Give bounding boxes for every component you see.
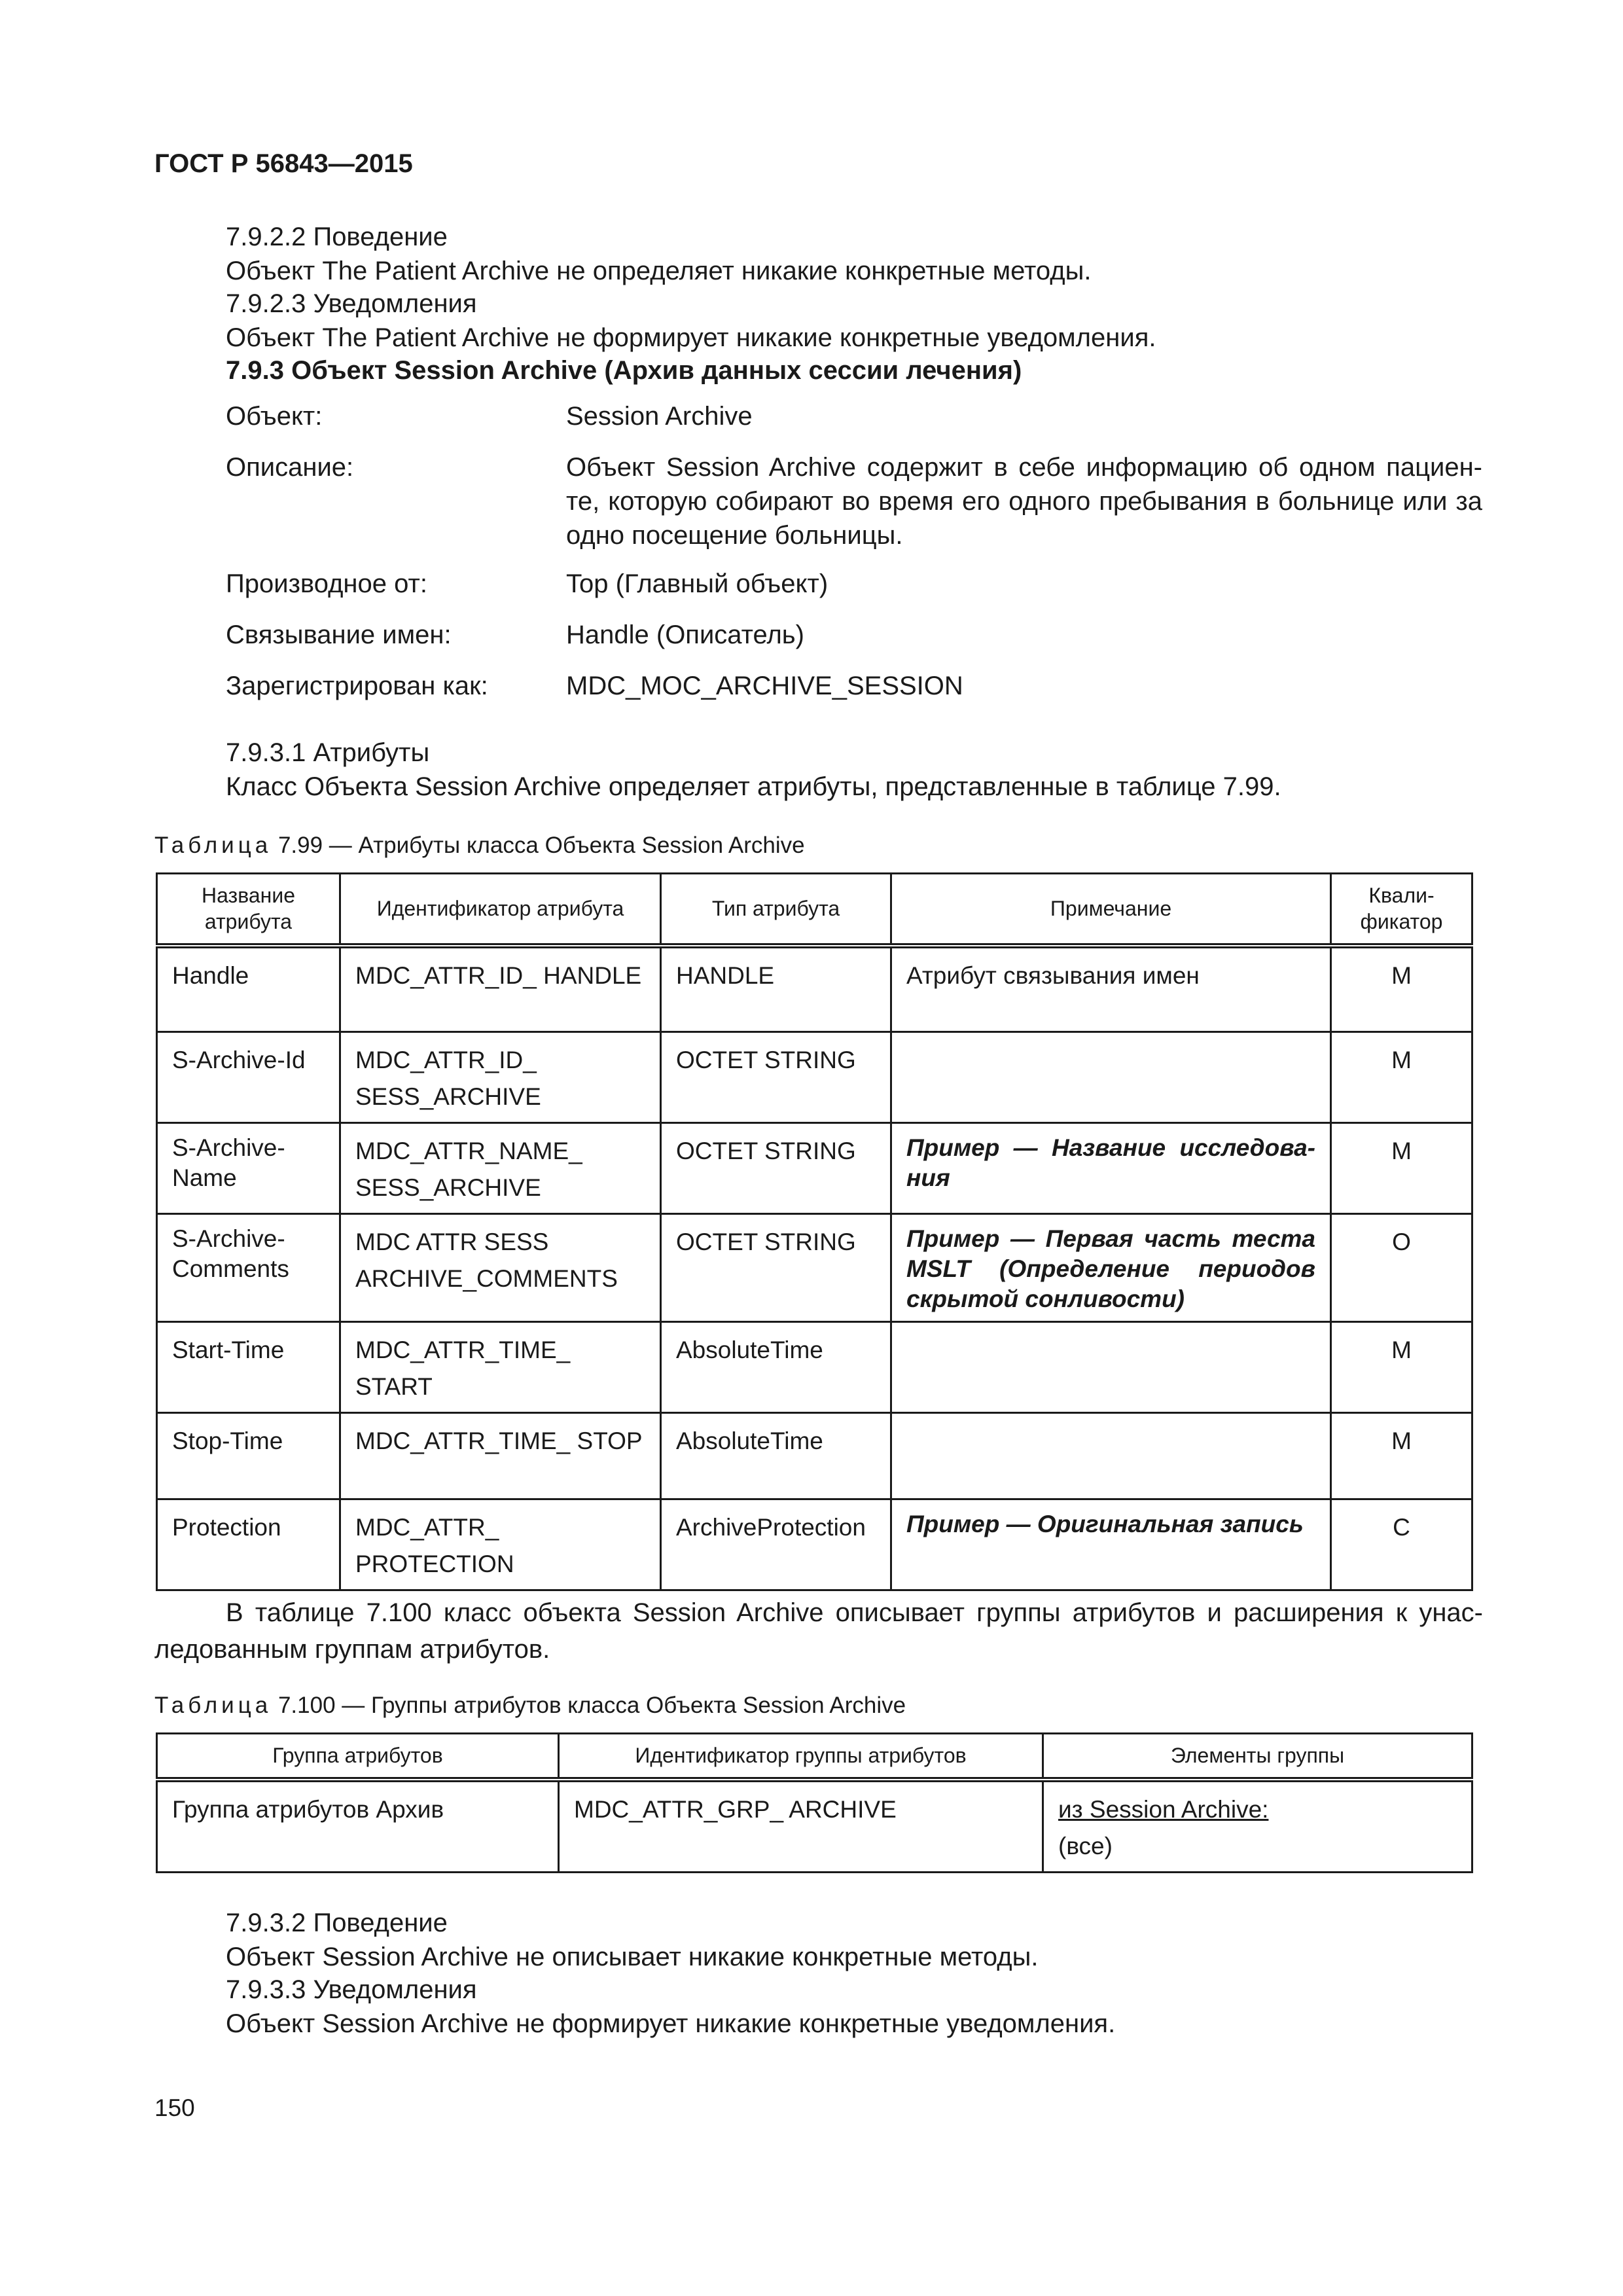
cell-attr-id: MDC_ATTR_TIME_ START	[340, 1322, 661, 1413]
cell-attr-type: OCTET STRING	[661, 1032, 891, 1123]
table-row	[157, 946, 1472, 1032]
cell-attr-type: AbsoluteTime	[661, 1322, 891, 1413]
cell-qualifier: C	[1331, 1499, 1472, 1590]
cell-note	[891, 1032, 1331, 1123]
cell-group: Группа атрибутов Архив	[157, 1780, 559, 1873]
prop-label-object: Объект:	[226, 402, 323, 431]
cell-attr-id: MDC_ATTR_ PROTECTION	[340, 1499, 661, 1590]
text-7931: Класс Объекта Session Archive определяет атрибуты, представленные в таблице 7.99.	[226, 772, 1281, 801]
table-header-row	[157, 874, 1472, 946]
elements-source-link: из Session Archive:	[1058, 1795, 1269, 1823]
text-7933: Объект Session Archive не формирует никакие конкретные уведомления.	[226, 2009, 1116, 2038]
text-7932: Объект Session Archive не описывает никакие конкретные методы.	[226, 1943, 1039, 1971]
prop-label-derived: Производное от:	[226, 569, 427, 598]
cell-qualifier: M	[1331, 1413, 1472, 1499]
prop-label-description: Описание:	[226, 453, 354, 482]
table-row	[157, 1780, 1472, 1873]
cell-note: Пример — Первая часть теста MSLT (Определение периодов скрытой сонливости)	[891, 1214, 1331, 1322]
cell-attr-type: OCTET STRING	[661, 1214, 891, 1322]
cell-attr-id: MDC_ATTR_ID_ SESS_ARCHIVE	[340, 1032, 661, 1123]
heading-7923: 7.9.2.3 Уведомления	[226, 289, 477, 318]
cell-attr-name: S-Archive-Id	[157, 1032, 340, 1123]
table-row	[157, 1032, 1472, 1123]
cell-attr-type: OCTET STRING	[661, 1123, 891, 1214]
column-header: Идентификатор группы атрибутов	[559, 1734, 1043, 1780]
caption-prefix: Таблица	[154, 833, 272, 858]
column-header: Квали-фикатор	[1331, 874, 1472, 946]
caption-table-7100	[154, 1693, 906, 1719]
column-header: Название атрибута	[157, 874, 340, 946]
heading-7922: 7.9.2.2 Поведение	[226, 223, 448, 251]
column-header: Идентификатор атрибута	[340, 874, 661, 946]
cell-qualifier: M	[1331, 1123, 1472, 1214]
table-row	[157, 1123, 1472, 1214]
prop-value-object: Session Archive	[566, 402, 753, 431]
prop-value-derived: Top (Главный объект)	[566, 569, 829, 598]
cell-group-elements	[1043, 1780, 1472, 1873]
cell-attr-name: Start-Time	[157, 1322, 340, 1413]
prop-label-naming: Связывание имен:	[226, 620, 452, 649]
cell-attr-type: HANDLE	[661, 946, 891, 1032]
cell-note: Атрибут связывания имен	[891, 946, 1331, 1032]
column-header: Элементы группы	[1043, 1734, 1472, 1780]
cell-attr-id: MDC_ATTR_TIME_ STOP	[340, 1413, 661, 1499]
prop-value-description: Объект Session Archive содержит в себе информацию об одном пациен-те, которую собирают во время его одного пребывания в больнице или за одно посещение больницы.	[566, 453, 1482, 550]
cell-attr-name: S-Archive-Comments	[157, 1214, 340, 1322]
standard-header: ГОСТ Р 56843—2015	[154, 149, 413, 178]
cell-attr-type: ArchiveProtection	[661, 1499, 891, 1590]
cell-attr-name: Handle	[157, 946, 340, 1032]
prop-value-naming: Handle (Описатель)	[566, 620, 804, 649]
text-7923: Объект The Patient Archive не формирует никакие конкретные уведомления.	[226, 323, 1156, 352]
caption-table-799	[154, 833, 805, 859]
caption-prefix: Таблица	[154, 1693, 272, 1718]
cell-attr-id: MDC ATTR SESS ARCHIVE_COMMENTS	[340, 1214, 661, 1322]
cell-note	[891, 1322, 1331, 1413]
cell-attr-type: AbsoluteTime	[661, 1413, 891, 1499]
cell-qualifier: M	[1331, 946, 1472, 1032]
paragraph-table-7100-intro: В таблице 7.100 класс объекта Session Archive описывает группы атрибутов и расширения к унас-ледованным группам атрибутов.	[154, 1598, 1483, 1664]
table-row	[157, 1322, 1472, 1413]
cell-attr-name: S-Archive-Name	[157, 1123, 340, 1214]
prop-label-registered: Зарегистрирован как:	[226, 672, 488, 700]
cell-group-id: MDC_ATTR_GRP_ ARCHIVE	[559, 1780, 1043, 1873]
cell-attr-name: Protection	[157, 1499, 340, 1590]
cell-attr-name: Stop-Time	[157, 1413, 340, 1499]
column-header: Группа атрибутов	[157, 1734, 559, 1780]
prop-value-registered: MDC_MOC_ARCHIVE_SESSION	[566, 672, 963, 700]
table-7-99	[156, 872, 1473, 1591]
text-7922: Объект The Patient Archive не определяет никакие конкретные методы.	[226, 257, 1092, 285]
heading-793: 7.9.3 Объект Session Archive (Архив данных сессии лечения)	[226, 356, 1022, 385]
caption-text: 7.100 — Группы атрибутов класса Объекта Session Archive	[272, 1693, 906, 1718]
page-number: 150	[154, 2094, 195, 2121]
column-header: Примечание	[891, 874, 1331, 946]
cell-qualifier: M	[1331, 1322, 1472, 1413]
table-row	[157, 1214, 1472, 1322]
heading-7933: 7.9.3.3 Уведомления	[226, 1975, 477, 2004]
cell-attr-id: MDC_ATTR_NAME_ SESS_ARCHIVE	[340, 1123, 661, 1214]
cell-qualifier: O	[1331, 1214, 1472, 1322]
elements-value: (все)	[1058, 1832, 1113, 1859]
cell-attr-id: MDC_ATTR_ID_ HANDLE	[340, 946, 661, 1032]
column-header: Тип атрибута	[661, 874, 891, 946]
cell-note: Пример — Название исследова-ния	[891, 1123, 1331, 1214]
table-row	[157, 1413, 1472, 1499]
caption-text: 7.99 — Атрибуты класса Объекта Session Archive	[272, 833, 805, 858]
cell-note	[891, 1413, 1331, 1499]
table-header-row	[157, 1734, 1472, 1780]
cell-qualifier: M	[1331, 1032, 1472, 1123]
cell-note: Пример — Оригинальная запись	[891, 1499, 1331, 1590]
heading-7931: 7.9.3.1 Атрибуты	[226, 738, 430, 767]
heading-7932: 7.9.3.2 Поведение	[226, 1909, 448, 1937]
table-7-100	[156, 1732, 1473, 1873]
table-row	[157, 1499, 1472, 1590]
